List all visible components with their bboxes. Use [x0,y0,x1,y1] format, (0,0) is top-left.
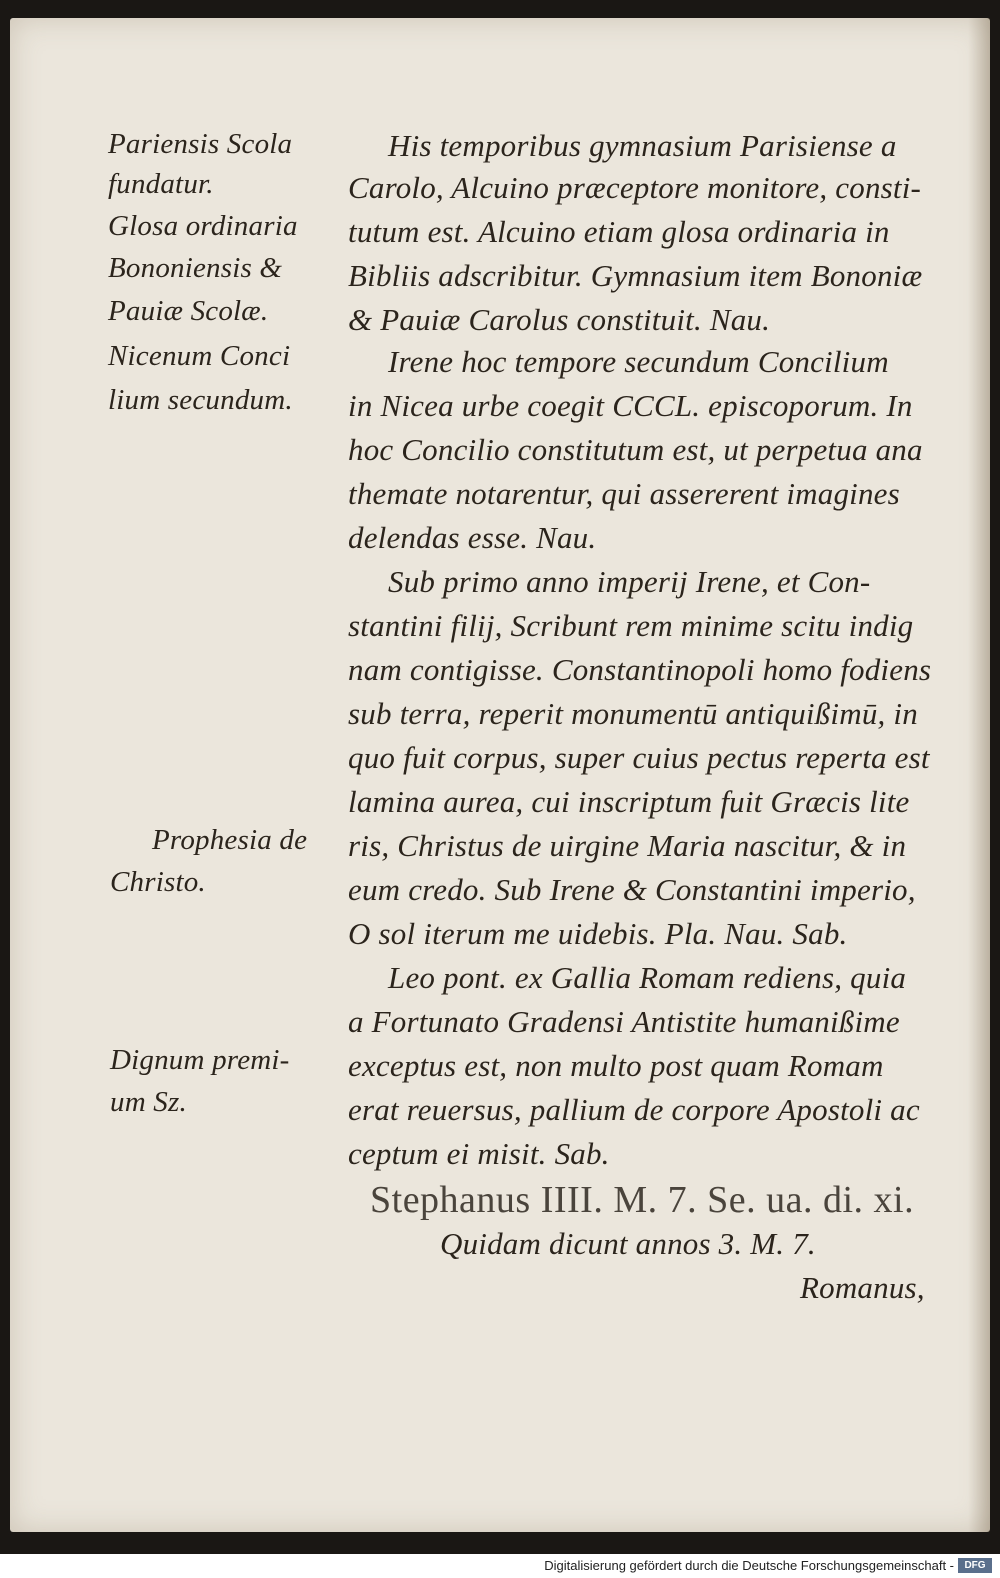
text-line: tutum est. Alcuino etiam glosa ordinaria in [348,214,890,249]
text-line: delendas esse. Nau. [348,520,597,555]
text-line: Quidam dicunt annos 3. M. 7. [440,1226,816,1261]
margin-note: Pauiæ Scolæ. [108,295,269,327]
text-line: sub terra, reperit monumentū antiquißimū, in [348,696,918,731]
text-line: ris, Christus de uirgine Maria nascitur, & in [348,828,907,863]
text-line: stantini filij, Scribunt rem minime scitu indig [348,608,914,643]
text-line: Bibliis adscribitur. Gymnasium item Bononiæ [348,258,923,293]
margin-note: lium secundum. [108,384,293,416]
margin-note: Glosa ordinaria [108,210,298,242]
text-line: Leo pont. ex Gallia Romam rediens, quia [388,960,907,995]
margin-note: Pariensis Scola [108,128,293,160]
margin-note: Nicenum Conci [108,340,291,372]
margin-note: Christo. [110,866,206,898]
text-line: ceptum ei misit. Sab. [348,1136,610,1171]
text-line: lamina aurea, cui inscriptum fuit Græcis lite [348,784,910,819]
book-page [10,18,990,1532]
dfg-logo: DFG [958,1558,992,1573]
text-line: & Pauiæ Carolus constituit. Nau. [348,302,771,337]
funding-credit: Digitalisierung gefördert durch die Deutsche Forschungsgemeinschaft - [544,1558,954,1573]
margin-note: um Sz. [110,1086,187,1118]
text-line: eum credo. Sub Irene & Constantini imperio, [348,872,916,907]
text-line: O sol iterum me uidebis. Pla. Nau. Sab. [348,916,848,951]
margin-note: Bononiensis & [108,252,283,284]
page-edge-shadow [968,18,990,1532]
margin-note: Prophesia de [152,824,308,856]
text-line: erat reuersus, pallium de corpore Apostoli ac [348,1092,920,1127]
text-line: Irene hoc tempore secundum Concilium [388,344,889,379]
text-line: nam contigisse. Constantinopoli homo fodiens [348,652,932,687]
text-line: hoc Concilio constitutum est, ut perpetua ana [348,432,923,467]
margin-note: Dignum premi- [110,1044,290,1076]
text-line: in Nicea urbe coegit CCCL. episcoporum. In [348,388,913,423]
margin-note: fundatur. [108,168,214,200]
text-line: quo fuit corpus, super cuius pectus reperta est [348,740,930,775]
digitization-footer [0,1554,1000,1578]
text-line: a Fortunato Gradensi Antistite humanißime [348,1004,900,1039]
text-line: His temporibus gymnasium Parisiense a [388,128,897,163]
papal-rubric: Stephanus IIII. M. 7. Se. ua. di. xi. [370,1179,915,1221]
text-line: exceptus est, non multo post quam Romam [348,1048,884,1083]
text-line: Carolo, Alcuino præceptore monitore, consti- [348,170,922,205]
text-line: Sub primo anno imperij Irene, et Con- [388,564,871,599]
catchword: Romanus, [800,1270,925,1305]
text-line: themate notarentur, qui assererent imagines [348,476,900,511]
